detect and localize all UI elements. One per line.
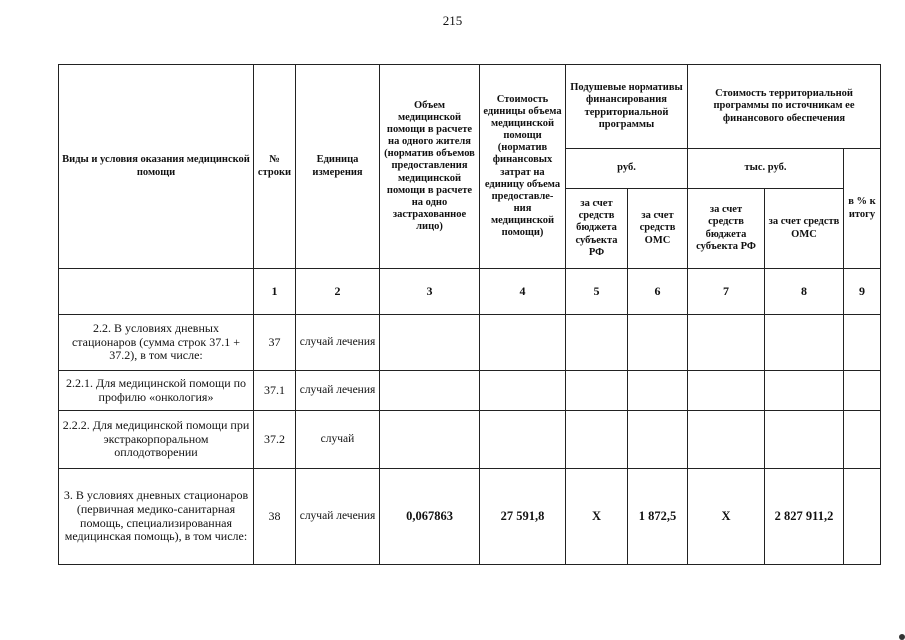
row-unit: случай лечения — [296, 371, 380, 411]
row-oms-rub: 1 872,5 — [628, 469, 688, 565]
table-row — [59, 469, 881, 565]
row-unit-cost — [480, 315, 566, 371]
row-percent — [844, 371, 881, 411]
row-oms-rub — [628, 315, 688, 371]
row-budget-rub — [566, 315, 628, 371]
row-label: 2.2.2. Для медицинской помощи при экстракорпоральном оплодотворении — [59, 411, 254, 469]
row-unit-cost — [480, 371, 566, 411]
row-volume: 0,067863 — [380, 469, 480, 565]
header-unit: Единица измерения — [296, 65, 380, 269]
row-number: 37 — [254, 315, 296, 371]
column-number: 6 — [628, 269, 688, 315]
row-oms-thousand-rub: 2 827 911,2 — [765, 469, 844, 565]
row-number: 38 — [254, 469, 296, 565]
column-number: 2 — [296, 269, 380, 315]
row-number: 37.1 — [254, 371, 296, 411]
header-per-capita-norms: Подушевые нормативы финансирования территориальной программы — [566, 65, 688, 149]
column-number: 1 — [254, 269, 296, 315]
header-budget-rub: за счет средств бюджета субъекта РФ — [566, 189, 628, 269]
row-unit: случай лечения — [296, 315, 380, 371]
row-budget-thousand-rub: Х — [688, 469, 765, 565]
row-budget-rub — [566, 411, 628, 469]
header-volume: Объем медицинской помощи в расчете на одного жителя (норматив объемов предоставления медицинской помощи в расчете на одно застрахованное лицо) — [380, 65, 480, 269]
header-budget-thousand-rub: за счет средств бюджета субъекта РФ — [688, 189, 765, 269]
row-percent — [844, 469, 881, 565]
row-unit-cost: 27 591,8 — [480, 469, 566, 565]
column-number-row — [59, 269, 881, 315]
row-volume — [380, 411, 480, 469]
row-volume — [380, 315, 480, 371]
table-row — [59, 371, 881, 411]
row-percent — [844, 411, 881, 469]
column-number: 4 — [480, 269, 566, 315]
header-percent-of-total: в % к итогу — [844, 149, 881, 269]
header-territorial-cost: Стоимость территориальной программы по источникам ее финансового обеспечения — [688, 65, 881, 149]
row-budget-rub: Х — [566, 469, 628, 565]
row-unit-cost — [480, 411, 566, 469]
column-number: 9 — [844, 269, 881, 315]
financing-table — [58, 64, 881, 565]
column-number: 8 — [765, 269, 844, 315]
table-row — [59, 315, 881, 371]
header-row-1 — [59, 65, 881, 149]
page-number: 215 — [442, 13, 463, 28]
header-types-of-care: Виды и условия оказания медицинской помощи — [59, 65, 254, 269]
row-label: 3. В условиях дневных стационаров (первичная медико-санитарная помощь, специализированная медицинская помощь), в том числе: — [59, 469, 254, 565]
header-row-number: № строки — [254, 65, 296, 269]
table-row — [59, 411, 881, 469]
header-rub: руб. — [566, 149, 688, 189]
row-budget-thousand-rub — [688, 315, 765, 371]
row-oms-thousand-rub — [765, 371, 844, 411]
row-budget-thousand-rub — [688, 411, 765, 469]
row-number: 37.2 — [254, 411, 296, 469]
column-number: 7 — [688, 269, 765, 315]
row-unit: случай лечения — [296, 469, 380, 565]
row-label: 2.2.1. Для медицинской помощи по профилю «онкология» — [59, 371, 254, 411]
row-percent — [844, 315, 881, 371]
column-number: 3 — [380, 269, 480, 315]
row-oms-rub — [628, 371, 688, 411]
row-oms-thousand-rub — [765, 315, 844, 371]
row-budget-rub — [566, 371, 628, 411]
row-volume — [380, 371, 480, 411]
row-oms-thousand-rub — [765, 411, 844, 469]
header-oms-rub: за счет средств ОМС — [628, 189, 688, 269]
scan-mark — [899, 634, 905, 640]
header-thousand-rub: тыс. руб. — [688, 149, 844, 189]
header-oms-thousand-rub: за счет средств ОМС — [765, 189, 844, 269]
row-oms-rub — [628, 411, 688, 469]
row-unit: случай — [296, 411, 380, 469]
column-number-blank — [59, 269, 254, 315]
column-number: 5 — [566, 269, 628, 315]
row-budget-thousand-rub — [688, 371, 765, 411]
row-label: 2.2. В условиях дневных стационаров (сумма строк 37.1 + 37.2), в том числе: — [59, 315, 254, 371]
header-unit-cost: Стоимость единицы объема медицинской помощи (норматив финансовых затрат на единицу объема предоставле-ния медицинской помощи) — [480, 65, 566, 269]
